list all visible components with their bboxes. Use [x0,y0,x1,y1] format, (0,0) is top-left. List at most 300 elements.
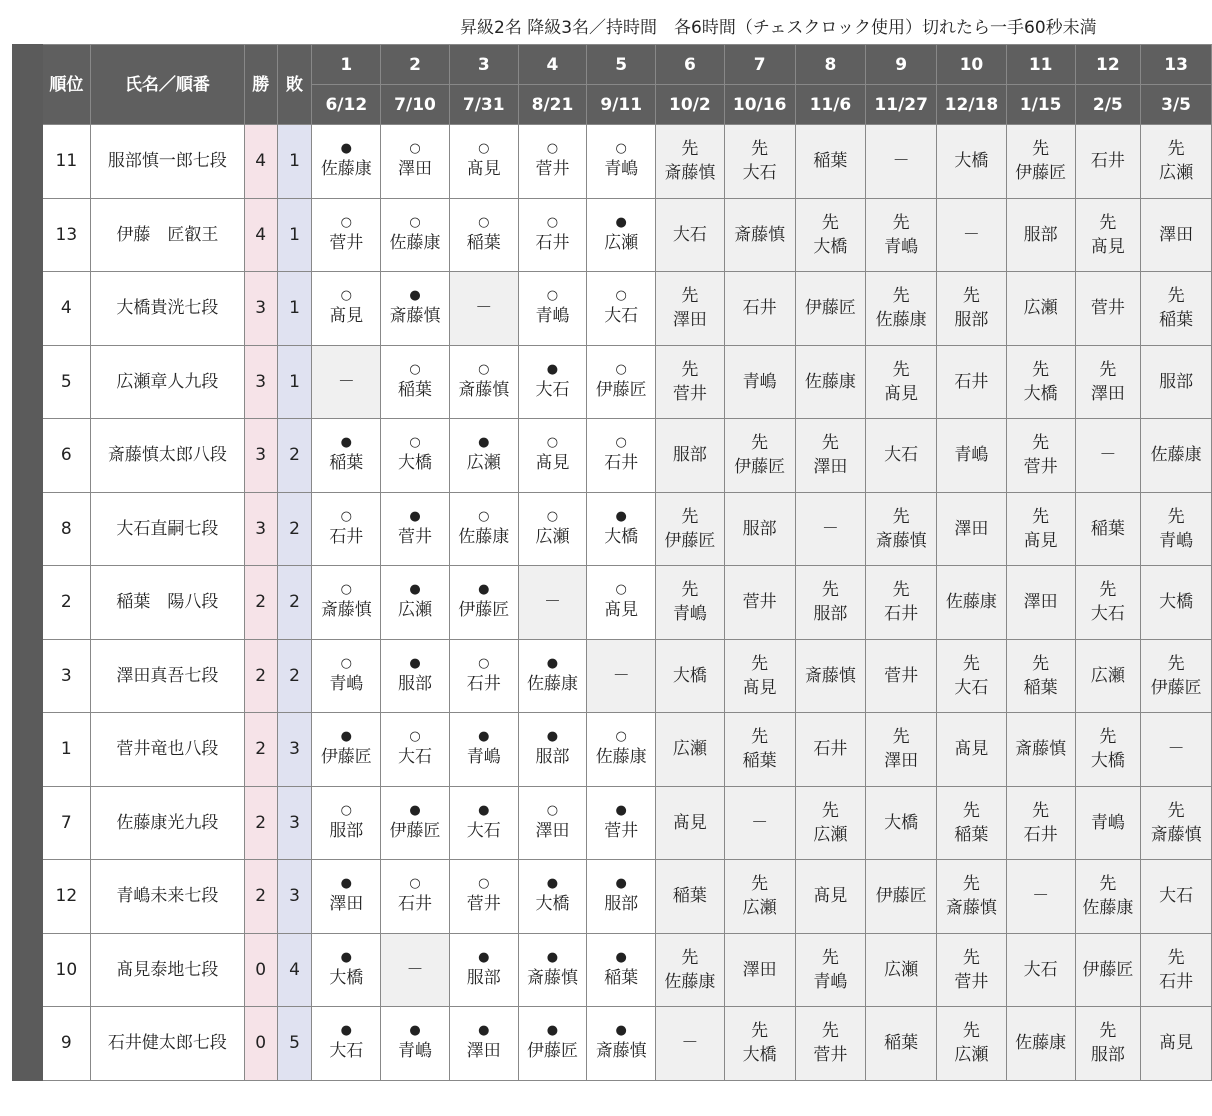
game-cell [449,272,518,346]
opponent-name: 佐藤康 [389,232,441,253]
round-date-header: 3/5 [1141,85,1212,125]
opponent-name: 大石 [398,747,433,768]
row-side-bar [13,272,43,346]
opponent-name: 伊藤匠 [526,1041,578,1062]
opponent-name: 菅井 [813,1045,848,1066]
opponent-name: － [612,665,630,686]
round-date-header: 11/27 [866,85,937,125]
opponent-name: 服部 [1159,371,1194,392]
row-side-bar [13,639,43,713]
round-number-header: 13 [1141,45,1212,85]
round-number-header: 10 [937,45,1007,85]
opponent-name: 大石 [329,1041,364,1062]
player-wins: 2 [244,786,277,860]
game-cell [937,345,1007,419]
league-rules-note: 昇級2名 降級3名／持時間 各6時間（チェスクロック使用）切れたら一手60秒未満 [460,18,1097,38]
league-table-viewport [12,44,1202,1104]
player-wins: 2 [244,713,277,787]
round-number-header: 3 [449,45,518,85]
player-wins: 3 [244,272,277,346]
player-losses: 3 [277,860,312,934]
game-cell [312,419,381,493]
round-number-header: 1 [312,45,381,85]
result-mark: ○ [615,361,627,377]
opponent-name: 稲葉 [466,232,501,253]
opponent-name: 伊藤匠 [389,820,441,841]
player-name: 澤田真吾七段 [90,639,244,713]
opponent-name: 広瀬 [466,453,501,474]
opponent-name: 佐藤康 [875,310,927,331]
player-losses: 3 [277,713,312,787]
result-mark: ○ [340,582,352,598]
game-cell [724,713,795,787]
game-cell [1006,713,1075,787]
game-cell [866,272,937,346]
opponent-name: 大石 [884,445,919,466]
opponent-name: 伊藤匠 [595,379,647,400]
round-number-header: 6 [656,45,725,85]
opponent-name: 菅井 [329,232,364,253]
game-cell [937,639,1007,713]
opponent-name: 石井 [535,232,570,253]
game-cell [1075,1007,1141,1081]
first-move-mark: 先 [1099,359,1117,380]
game-cell [312,786,381,860]
opponent-name: 広瀬 [813,824,848,845]
result-mark: ● [546,361,559,377]
opponent-name: 澤田 [813,457,848,478]
game-cell [1075,566,1141,640]
opponent-name: 大石 [1159,886,1194,907]
game-cell [449,566,518,640]
game-cell [518,1007,587,1081]
first-move-mark: 先 [1099,580,1117,601]
opponent-name: － [1099,445,1117,466]
opponent-name: 大橋 [742,1045,777,1066]
game-cell [587,492,656,566]
player-losses: 5 [277,1007,312,1081]
game-cell [518,639,587,713]
result-mark: ● [478,729,490,745]
opponent-name: 佐藤康 [320,159,372,180]
player-rank: 13 [42,198,90,272]
first-move-mark: 先 [962,1021,980,1042]
opponent-name: 髙見 [672,812,707,833]
opponent-name: － [1167,739,1185,760]
game-cell [587,1007,656,1081]
game-cell [381,419,450,493]
game-cell [1141,198,1212,272]
player-name: 服部慎一郎七段 [90,125,244,199]
game-cell [449,860,518,934]
player-wins: 3 [244,345,277,419]
game-cell [866,492,937,566]
opponent-name: 髙見 [604,600,639,621]
player-rank: 5 [42,345,90,419]
table-row [13,345,1212,419]
opponent-name: － [892,151,910,172]
opponent-name: 大石 [742,163,777,184]
player-wins: 0 [244,1007,277,1081]
opponent-name: 斎藤慎 [804,665,856,686]
opponent-name: 大石 [1023,959,1058,980]
opponent-name: 澤田 [1159,224,1194,245]
first-move-mark: 先 [1032,433,1050,454]
opponent-name: 佐藤康 [526,673,578,694]
opponent-name: 澤田 [535,820,570,841]
result-mark: ● [546,1023,559,1039]
player-name: 稲葉 陽八段 [90,566,244,640]
opponent-name: 菅井 [884,665,919,686]
player-rank: 12 [42,860,90,934]
opponent-name: 大橋 [329,967,364,988]
result-mark: ○ [615,729,627,745]
opponent-name: 稲葉 [1023,677,1058,698]
first-move-mark: 先 [962,286,980,307]
opponent-name: 広瀬 [954,1045,989,1066]
player-name: 広瀬章人九段 [90,345,244,419]
row-side-bar [13,198,43,272]
first-move-mark: 先 [681,506,699,527]
result-mark: ○ [340,802,352,818]
player-name: 斎藤慎太郎八段 [90,419,244,493]
result-mark: ● [478,949,490,965]
round-date-header: 8/21 [518,85,587,125]
table-row [13,713,1212,787]
game-cell [449,125,518,199]
result-mark: ● [615,802,627,818]
game-cell [587,419,656,493]
opponent-name: 斎藤慎 [1150,824,1202,845]
game-cell [656,566,725,640]
first-move-mark: 先 [1167,506,1185,527]
first-move-mark: 先 [681,580,699,601]
opponent-name: 石井 [466,673,501,694]
game-cell [866,713,937,787]
opponent-name: 大石 [672,224,707,245]
opponent-name: － [962,224,980,245]
player-losses: 1 [277,272,312,346]
game-cell [1075,860,1141,934]
col-wins-header: 勝 [244,45,277,125]
opponent-name: 服部 [398,673,433,694]
game-cell [937,1007,1007,1081]
first-move-mark: 先 [821,1021,839,1042]
table-row [13,566,1212,640]
result-mark: ○ [409,141,421,157]
game-cell [1141,272,1212,346]
opponent-name: 斎藤慎 [1015,739,1067,760]
result-mark: ○ [478,141,490,157]
first-move-mark: 先 [1099,212,1117,233]
opponent-name: 佐藤康 [1082,898,1134,919]
opponent-name: 服部 [672,445,707,466]
opponent-name: 石井 [742,298,777,319]
first-move-mark: 先 [751,727,769,748]
result-mark: ○ [478,655,490,671]
result-mark: ● [409,802,421,818]
first-move-mark: 先 [962,800,980,821]
result-mark: ○ [478,214,490,230]
first-move-mark: 先 [821,800,839,821]
game-cell [795,786,866,860]
opponent-name: 稲葉 [1159,310,1194,331]
game-cell [1141,713,1212,787]
opponent-name: 澤田 [884,751,919,772]
opponent-name: － [337,371,355,392]
opponent-name: 服部 [604,894,639,915]
opponent-name: 石井 [954,371,989,392]
game-cell [795,125,866,199]
first-move-mark: 先 [821,947,839,968]
game-cell [381,345,450,419]
first-move-mark: 先 [1167,947,1185,968]
opponent-name: － [821,518,839,539]
game-cell [381,1007,450,1081]
result-mark: ○ [615,435,627,451]
opponent-name: 佐藤康 [595,747,647,768]
result-mark: ○ [546,508,559,524]
game-cell [866,419,937,493]
opponent-name: 澤田 [742,959,777,980]
opponent-name: 青嶋 [884,236,919,257]
opponent-name: 青嶋 [1159,530,1194,551]
opponent-name: 広瀬 [398,600,433,621]
row-side-bar [13,786,43,860]
first-move-mark: 先 [751,433,769,454]
round-date-header: 7/31 [449,85,518,125]
player-name: 伊藤 匠叡王 [90,198,244,272]
result-mark: ● [615,508,627,524]
opponent-name: － [406,959,424,980]
opponent-name: 澤田 [672,310,707,331]
first-move-mark: 先 [821,212,839,233]
game-cell [587,933,656,1007]
game-cell [866,125,937,199]
opponent-name: 菅井 [398,526,433,547]
game-cell [449,786,518,860]
game-cell [656,786,725,860]
game-cell [656,1007,725,1081]
opponent-name: 広瀬 [604,232,639,253]
game-cell [724,639,795,713]
game-cell [381,566,450,640]
game-cell [937,566,1007,640]
result-mark: ● [615,876,627,892]
opponent-name: 大橋 [1090,751,1125,772]
result-mark: ○ [615,582,627,598]
game-cell [866,933,937,1007]
game-cell [1141,566,1212,640]
round-date-header: 1/15 [1006,85,1075,125]
game-cell [1075,639,1141,713]
opponent-name: 佐藤康 [1015,1033,1067,1054]
result-mark: ○ [340,508,352,524]
game-cell [587,639,656,713]
game-cell [312,933,381,1007]
row-side-bar [13,566,43,640]
opponent-name: 斎藤慎 [526,967,578,988]
first-move-mark: 先 [681,139,699,160]
first-move-mark: 先 [1099,874,1117,895]
opponent-name: 澤田 [1090,383,1125,404]
game-cell [381,786,450,860]
result-mark: ● [546,729,559,745]
player-name: 菅井竜也八段 [90,713,244,787]
opponent-name: 服部 [1090,1045,1125,1066]
result-mark: ● [478,1023,490,1039]
game-cell [656,713,725,787]
first-move-mark: 先 [821,580,839,601]
result-mark: ● [546,655,559,671]
opponent-name: 斎藤慎 [320,600,372,621]
game-cell [1141,860,1212,934]
game-cell [866,860,937,934]
game-cell [1141,492,1212,566]
opponent-name: 青嶋 [1090,812,1125,833]
game-cell [795,566,866,640]
game-cell [518,566,587,640]
row-side-bar [13,933,43,1007]
opponent-name: 大橋 [884,812,919,833]
row-side-bar [13,860,43,934]
game-cell [312,272,381,346]
game-cell [1075,198,1141,272]
first-move-mark: 先 [1167,286,1185,307]
opponent-name: 青嶋 [954,445,989,466]
game-cell [1075,272,1141,346]
round-number-header: 5 [587,45,656,85]
result-mark: ● [340,435,352,451]
col-losses-header: 敗 [277,45,312,125]
opponent-name: 服部 [329,820,364,841]
opponent-name: 石井 [1159,971,1194,992]
result-mark: ● [340,949,352,965]
result-mark: ○ [340,214,352,230]
first-move-mark: 先 [821,433,839,454]
round-date-header: 9/11 [587,85,656,125]
round-number-header: 12 [1075,45,1141,85]
opponent-name: 広瀬 [884,959,919,980]
round-date-header: 7/10 [381,85,450,125]
opponent-name: 髙見 [535,453,570,474]
game-cell [795,198,866,272]
round-date-header: 10/2 [656,85,725,125]
first-move-mark: 先 [681,359,699,380]
game-cell [656,272,725,346]
opponent-name: 佐藤康 [458,526,510,547]
game-cell [587,198,656,272]
first-move-mark: 先 [1032,359,1050,380]
opponent-name: 大橋 [672,665,707,686]
game-cell [795,933,866,1007]
game-cell [587,566,656,640]
round-date-header: 6/12 [312,85,381,125]
game-cell [795,1007,866,1081]
opponent-name: 石井 [1090,151,1125,172]
opponent-name: 斎藤慎 [664,163,716,184]
opponent-name: 大橋 [535,894,570,915]
game-cell [724,272,795,346]
result-mark: ○ [409,435,421,451]
opponent-name: 斎藤慎 [875,530,927,551]
opponent-name: － [1032,886,1050,907]
first-move-mark: 先 [1032,506,1050,527]
game-cell [937,860,1007,934]
opponent-name: 青嶋 [742,371,777,392]
opponent-name: 髙見 [1023,530,1058,551]
opponent-name: 服部 [1023,224,1058,245]
opponent-name: 伊藤匠 [734,457,786,478]
first-move-mark: 先 [751,1021,769,1042]
opponent-name: 斎藤慎 [458,379,510,400]
game-cell [449,639,518,713]
game-cell [449,933,518,1007]
game-cell [518,860,587,934]
game-cell [1006,492,1075,566]
game-cell [656,639,725,713]
game-cell [312,1007,381,1081]
player-wins: 0 [244,933,277,1007]
game-cell [518,786,587,860]
game-cell [518,198,587,272]
game-cell [795,860,866,934]
game-cell [866,639,937,713]
player-losses: 3 [277,786,312,860]
game-cell [724,860,795,934]
game-cell [449,345,518,419]
side-bar-header [13,45,43,125]
game-cell [1006,860,1075,934]
player-wins: 3 [244,419,277,493]
game-cell [1006,125,1075,199]
result-mark: ● [409,508,421,524]
game-cell [518,125,587,199]
player-losses: 4 [277,933,312,1007]
row-side-bar [13,713,43,787]
opponent-name: 青嶋 [604,159,639,180]
game-cell [312,860,381,934]
game-cell [587,713,656,787]
result-mark: ● [615,214,627,230]
result-mark: ● [340,141,352,157]
game-cell [587,345,656,419]
game-cell [587,860,656,934]
first-move-mark: 先 [681,947,699,968]
game-cell [866,198,937,272]
opponent-name: 髙見 [742,677,777,698]
opponent-name: 稲葉 [398,379,433,400]
player-wins: 4 [244,125,277,199]
opponent-name: 広瀬 [742,898,777,919]
opponent-name: 大石 [1090,604,1125,625]
game-cell [449,198,518,272]
opponent-name: 澤田 [466,1041,501,1062]
table-row [13,933,1212,1007]
game-cell [937,198,1007,272]
game-cell [724,419,795,493]
player-rank: 1 [42,713,90,787]
player-name: 大石直嗣七段 [90,492,244,566]
opponent-name: 服部 [466,967,501,988]
player-rank: 10 [42,933,90,1007]
opponent-name: 大橋 [954,151,989,172]
game-cell [937,125,1007,199]
result-mark: ● [409,288,421,304]
opponent-name: － [751,812,769,833]
game-cell [1141,639,1212,713]
result-mark: ● [340,729,352,745]
